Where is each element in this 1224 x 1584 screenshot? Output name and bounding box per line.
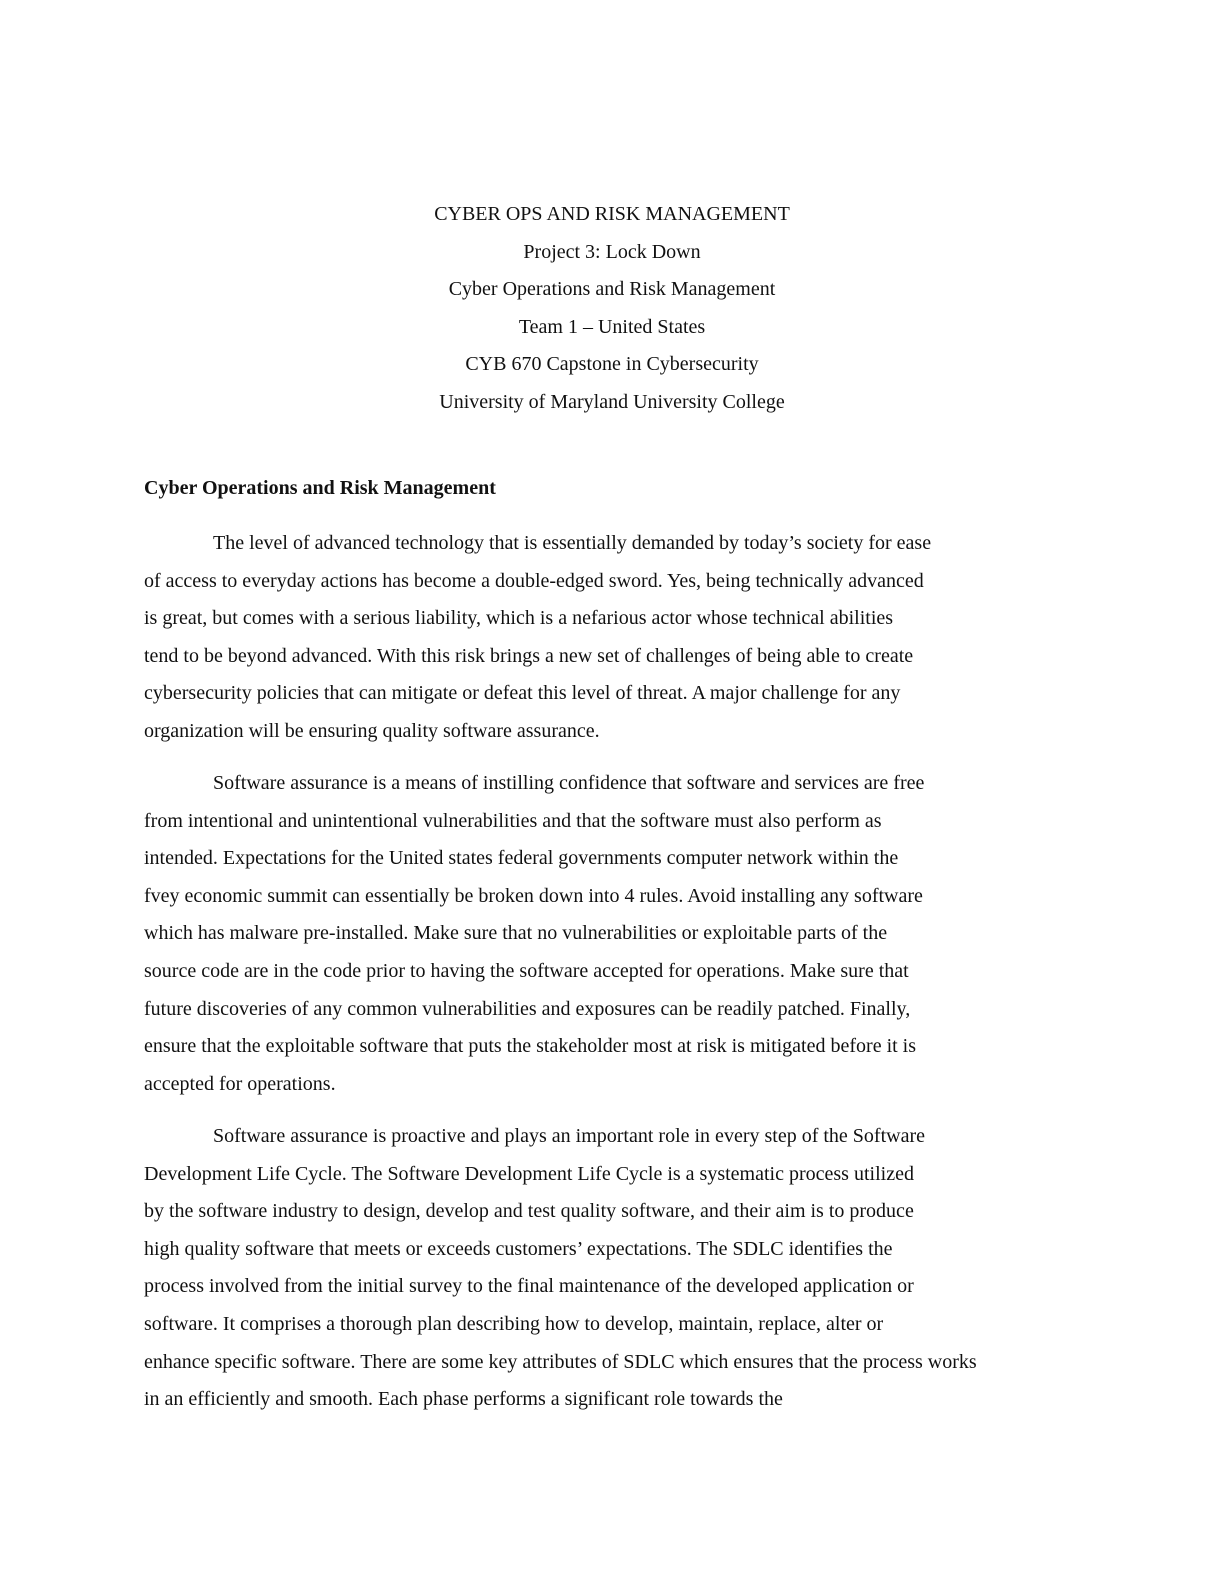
paragraph-line: organization will be ensuring quality software assurance. xyxy=(144,719,600,742)
paragraph xyxy=(144,1118,1084,1419)
paragraph-line: software. It comprises a thorough plan describing how to develop, maintain, replace, alter or xyxy=(144,1312,884,1335)
paragraph-line: which has malware pre-installed. Make sure that no vulnerabilities or exploitable parts of the xyxy=(144,922,888,945)
paragraph-line: accepted for operations. xyxy=(144,1072,336,1095)
paragraph-line: Software assurance is a means of instilling confidence that software and services are free xyxy=(213,772,925,794)
paragraph-line: The level of advanced technology that is essentially demanded by today’s society for ease xyxy=(213,532,932,554)
team-line: Team 1 – United States xyxy=(518,315,706,338)
paragraph-line: is great, but comes with a serious liability, which is a nefarious actor whose technical abilities xyxy=(144,607,894,630)
paragraph xyxy=(144,765,1084,1103)
paragraph-line: intended. Expectations for the United states federal governments computer network within the xyxy=(144,847,899,870)
paragraph-line: high quality software that meets or exceeds customers’ expectations. The SDLC identifies the xyxy=(144,1237,893,1260)
section-heading: Cyber Operations and Risk Management xyxy=(144,477,496,499)
paragraph-line: in an efficiently and smooth. Each phase performs a significant role towards the xyxy=(144,1388,783,1411)
paragraph-line: enhance specific software. There are some key attributes of SDLC which ensures that the process works xyxy=(144,1350,977,1373)
paragraph-line: cybersecurity policies that can mitigate or defeat this level of threat. A major challenge for any xyxy=(144,682,901,705)
paragraph-line: source code are in the code prior to having the software accepted for operations. Make sure that xyxy=(144,959,909,982)
project-line: Project 3: Lock Down xyxy=(523,240,701,263)
paragraph-line: tend to be beyond advanced. With this risk brings a new set of challenges of being able to create xyxy=(144,644,914,667)
title-block xyxy=(0,196,1224,422)
paragraph-line: future discoveries of any common vulnerabilities and exposures can be readily patched. Finally, xyxy=(144,997,911,1020)
paragraph xyxy=(144,525,1084,751)
paragraph-line: Development Life Cycle. The Software Development Life Cycle is a systematic process utilized xyxy=(144,1162,914,1185)
paragraph-line: process involved from the initial survey to the final maintenance of the developed application or xyxy=(144,1275,914,1298)
paragraph-line: fvey economic summit can essentially be broken down into 4 rules. Avoid installing any software xyxy=(144,884,923,907)
course-line: CYB 670 Capstone in Cybersecurity xyxy=(465,353,759,376)
paragraph-line: of access to everyday actions has become a double-edged sword. Yes, being technically advanced xyxy=(144,569,924,592)
institution-line: University of Maryland University College xyxy=(439,390,785,413)
title-line: CYBER OPS AND RISK MANAGEMENT xyxy=(434,203,790,225)
paragraph-line: Software assurance is proactive and plays an important role in every step of the Software xyxy=(213,1125,925,1147)
course-topic-line: Cyber Operations and Risk Management xyxy=(448,278,776,301)
paragraph-line: from intentional and unintentional vulnerabilities and that the software must also perform as xyxy=(144,809,882,832)
paragraph-line: ensure that the exploitable software that puts the stakeholder most at risk is mitigated before it is xyxy=(144,1035,917,1058)
paragraph-line: by the software industry to design, develop and test quality software, and their aim is to produce xyxy=(144,1200,914,1223)
